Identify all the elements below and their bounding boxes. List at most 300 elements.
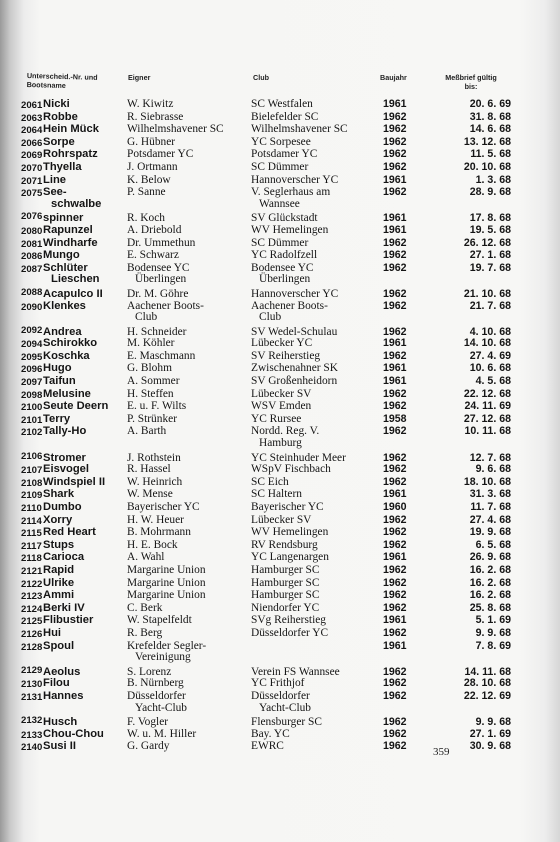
cell-certificate-date-text: 27. 1. 69 <box>469 727 511 740</box>
cell-owner <box>127 450 251 465</box>
cell-year-text: 1962 <box>383 299 407 312</box>
cell-club-text: Hannoverscher YC <box>251 287 339 300</box>
cell-club-text-line2: Wannsee <box>259 197 300 210</box>
cell-owner <box>127 250 251 263</box>
cell-boat-name-text: Red Heart <box>43 526 96 539</box>
cell-year-text: 1962 <box>383 740 407 753</box>
cell-club <box>251 450 383 465</box>
cell-number-text: 2118 <box>21 553 42 565</box>
cell-club-text: YC Steinhuder Meer <box>251 451 346 464</box>
cell-certificate-date-text: 10. 11. 68 <box>464 425 511 438</box>
cell-boat-name <box>43 401 127 414</box>
cell-boat-name <box>43 124 127 137</box>
cell-owner-text: J. Rothstein <box>127 451 181 464</box>
cell-number-text: 2124 <box>21 603 43 615</box>
cell-year <box>383 187 433 210</box>
cell-number <box>21 225 43 238</box>
cell-year <box>383 401 433 414</box>
cell-certificate-date <box>433 162 517 175</box>
cell-boat-name <box>43 464 127 477</box>
cell-year-text: 1962 <box>383 261 407 274</box>
cell-owner <box>127 210 251 225</box>
cell-owner <box>127 286 251 301</box>
cell-certificate-date-text: 9. 9. 68 <box>475 716 511 729</box>
cell-certificate-date <box>433 286 517 301</box>
cell-number-text: 2087 <box>21 263 43 275</box>
cell-boat-name <box>43 664 127 679</box>
cell-year-text: 1962 <box>383 451 407 464</box>
cell-boat-name-text: Eisvogel <box>43 463 90 476</box>
cell-boat-name-text: Schirokko <box>43 337 98 350</box>
cell-boat-name-text: Berki IV <box>43 601 85 614</box>
cell-owner-text-line2: Vereinigung <box>135 651 191 664</box>
cell-club <box>251 162 383 175</box>
cell-boat-name-text: Windharfe <box>43 236 98 249</box>
cell-owner-text: W. u. M. Hiller <box>127 727 197 740</box>
cell-club <box>251 502 383 515</box>
cell-certificate-date-text: 25. 8. 68 <box>469 601 511 614</box>
table-row <box>21 691 517 714</box>
cell-boat-name <box>43 565 127 578</box>
cell-club <box>251 565 383 578</box>
cell-club <box>251 527 383 540</box>
cell-certificate-date-text: 28. 10. 68 <box>463 677 511 690</box>
cell-club-text: SC Dümmer <box>251 160 309 173</box>
cell-owner-text: Dr. M. Göhre <box>127 287 189 300</box>
cell-certificate-date <box>433 324 517 339</box>
cell-year-text: 1962 <box>383 601 407 614</box>
cell-boat-name-text: Tally-Ho <box>43 425 87 438</box>
cell-number <box>21 376 43 389</box>
cell-certificate-date-text: 19. 5. 68 <box>469 223 511 236</box>
cell-number-text: 2094 <box>21 339 43 351</box>
cell-number <box>21 590 43 603</box>
cell-year-text: 1962 <box>383 287 407 300</box>
cell-certificate-date <box>433 565 517 578</box>
cell-club-text-line2: Überlingen <box>259 273 311 286</box>
cell-number-text: 2095 <box>21 351 43 363</box>
cell-club-text: YC Rursee <box>251 412 302 425</box>
cell-year-text: 1962 <box>383 400 407 413</box>
cell-certificate-date-text: 13. 12. 68 <box>463 135 511 148</box>
cell-certificate-date-text: 27. 4. 68 <box>469 513 511 526</box>
cell-owner <box>127 338 251 351</box>
cell-boat-name-text: Spoul <box>43 639 75 652</box>
cell-number <box>21 450 43 465</box>
cell-number <box>21 628 43 641</box>
cell-certificate-date-text: 30. 9. 68 <box>469 740 511 753</box>
cell-boat-name-text-line2: Lieschen <box>51 273 100 286</box>
cell-owner-text: Margarine Union <box>127 589 206 602</box>
cell-year-text: 1962 <box>383 576 407 589</box>
cell-number-text: 2081 <box>21 238 43 250</box>
cell-year <box>383 426 433 449</box>
cell-boat-name <box>43 426 127 449</box>
cell-number-text: 2092 <box>21 324 43 336</box>
cell-club <box>251 225 383 238</box>
cell-number-text: 2096 <box>21 364 43 376</box>
cell-owner <box>127 426 251 449</box>
cell-certificate-date-text: 1. 3. 68 <box>475 173 511 186</box>
cell-number <box>21 263 43 286</box>
cell-number-text: 2115 <box>21 528 42 540</box>
cell-owner-text: Düsseldorfer <box>127 689 186 702</box>
cell-number-text: 2106 <box>21 450 43 462</box>
cell-number-text: 2102 <box>21 427 43 439</box>
cell-number <box>21 338 43 351</box>
header-owner: Eigner <box>128 73 151 82</box>
cell-owner-text: Aachener Boots- <box>127 299 204 312</box>
cell-boat-name-text: Sorpe <box>43 135 75 148</box>
cell-year <box>383 338 433 351</box>
cell-owner <box>127 741 251 754</box>
cell-number-text: 2107 <box>21 465 43 477</box>
cell-year-text: 1962 <box>383 538 407 551</box>
cell-club-text: Wilhelmshavener SC <box>251 123 348 136</box>
cell-boat-name-text: See- <box>43 186 67 199</box>
cell-year <box>383 502 433 515</box>
cell-number-text: 2125 <box>21 616 43 628</box>
cell-year <box>383 324 433 339</box>
cell-certificate-date-text: 20. 6. 69 <box>469 98 511 110</box>
cell-club-text: Potsdamer YC <box>251 148 318 161</box>
cell-year-text: 1962 <box>383 665 407 678</box>
cell-number <box>21 578 43 591</box>
cell-certificate-date <box>433 124 517 137</box>
cell-certificate-date-text: 14. 6. 68 <box>469 123 511 136</box>
table-row <box>21 426 517 449</box>
cell-year <box>383 376 433 389</box>
cell-club <box>251 426 383 449</box>
cell-boat-name-text: Dumbo <box>43 501 82 513</box>
cell-owner-text: P. Sanne <box>127 186 166 199</box>
table-row <box>21 664 517 679</box>
cell-certificate-date-text: 22. 12. 68 <box>463 387 511 400</box>
table-row <box>21 502 517 515</box>
cell-owner <box>127 590 251 603</box>
cell-owner-text: W. Kiwitz <box>127 98 174 110</box>
table-row <box>21 590 517 603</box>
table-row <box>21 565 517 578</box>
cell-boat-name-text: Terry <box>43 412 71 425</box>
cell-owner <box>127 714 251 729</box>
cell-boat-name-text: Melusine <box>43 387 91 400</box>
cell-number <box>21 691 43 714</box>
cell-boat-name-text: Mungo <box>43 249 80 262</box>
cell-boat-name <box>43 338 127 351</box>
cell-owner <box>127 324 251 339</box>
cell-club <box>251 250 383 263</box>
cell-owner-text: K. Below <box>127 173 171 186</box>
cell-certificate-date <box>433 225 517 238</box>
cell-boat-name-text: Line <box>43 173 66 186</box>
table-row <box>21 263 517 286</box>
cell-owner <box>127 527 251 540</box>
cell-number-text: 2080 <box>21 225 43 237</box>
cell-certificate-date-text: 27. 1. 68 <box>469 249 511 262</box>
cell-club <box>251 641 383 664</box>
cell-number-text: 2131 <box>21 691 43 703</box>
cell-boat-name <box>43 187 127 210</box>
table-row <box>21 286 517 301</box>
cell-year <box>383 162 433 175</box>
cell-owner-text: R. Berg <box>127 626 163 639</box>
table-row <box>21 225 517 238</box>
cell-owner-text: Bayerischer YC <box>127 501 200 513</box>
cell-year-text: 1960 <box>383 501 407 513</box>
cell-year <box>383 691 433 714</box>
cell-number <box>21 714 43 729</box>
cell-owner-text: A. Wahl <box>127 551 165 564</box>
cell-owner-text: E. u. F. Wilts <box>127 400 187 413</box>
cell-year <box>383 263 433 286</box>
cell-boat-name-text: Seute Deern <box>43 400 109 413</box>
cell-boat-name <box>43 324 127 339</box>
cell-number <box>21 324 43 339</box>
cell-number <box>21 250 43 263</box>
cell-number <box>21 137 43 150</box>
cell-owner-text: G. Hübner <box>127 135 176 148</box>
cell-certificate-date-text: 22. 12. 69 <box>463 689 511 702</box>
cell-number <box>21 565 43 578</box>
cell-boat-name-text: Ulrike <box>43 576 75 589</box>
cell-boat-name <box>43 99 127 112</box>
cell-owner <box>127 187 251 210</box>
cell-owner-text: R. Hassel <box>127 463 171 476</box>
cell-club-text-line2: Hamburg <box>259 437 302 450</box>
cell-certificate-date <box>433 590 517 603</box>
cell-owner <box>127 502 251 515</box>
cell-number-text: 2130 <box>21 679 43 691</box>
cell-year-text: 1962 <box>383 425 407 438</box>
cell-club-text: SV Glückstadt <box>251 212 318 225</box>
cell-owner-text: W. Heinrich <box>127 475 183 488</box>
cell-certificate-date-text: 16. 2. 68 <box>469 576 511 589</box>
cell-certificate-date <box>433 376 517 389</box>
cell-boat-name <box>43 225 127 238</box>
cell-number <box>21 489 43 502</box>
table-row <box>21 527 517 540</box>
cell-club-text: Bodensee YC <box>251 261 314 274</box>
cell-owner-text: H. W. Heuer <box>127 513 184 526</box>
cell-number-text: 2071 <box>21 175 43 187</box>
cell-club-text: SC Haltern <box>251 488 302 501</box>
cell-number-text: 2108 <box>21 477 43 489</box>
cell-club-text: Bay. YC <box>251 727 290 740</box>
cell-club <box>251 124 383 137</box>
cell-year <box>383 250 433 263</box>
table-row <box>21 162 517 175</box>
cell-boat-name <box>43 502 127 515</box>
cell-certificate-date-text: 9. 9. 68 <box>475 626 511 639</box>
cell-year <box>383 590 433 603</box>
cell-year-text: 1962 <box>383 727 407 740</box>
cell-year-text: 1962 <box>383 563 407 576</box>
cell-club-text: Nordd. Reg. V. <box>251 425 320 438</box>
cell-certificate-date <box>433 691 517 714</box>
cell-number-text: 2063 <box>21 112 43 124</box>
cell-certificate-date-text: 18. 10. 68 <box>463 475 511 488</box>
cell-year <box>383 286 433 301</box>
cell-owner-text: J. Ortmann <box>127 160 178 173</box>
cell-year-text: 1962 <box>383 249 407 262</box>
cell-certificate-date-text: 26. 12. 68 <box>463 236 511 249</box>
cell-number <box>21 426 43 449</box>
cell-boat-name-text: Schlüter <box>43 261 88 274</box>
cell-number-text: 2064 <box>21 125 43 137</box>
cell-club-text: Lübecker YC <box>251 337 313 350</box>
cell-club-text: Hamburger SC <box>251 563 320 576</box>
cell-club <box>251 714 383 729</box>
cell-owner <box>127 124 251 137</box>
cell-boat-name-text: Andrea <box>43 325 82 338</box>
cell-boat-name-text: spinner <box>43 212 84 225</box>
cell-club-text: YC Radolfzell <box>251 249 318 262</box>
cell-boat-name-text: Hui <box>43 626 62 639</box>
cell-number-text: 2069 <box>21 150 43 162</box>
cell-owner-text: H. E. Bock <box>127 538 178 551</box>
cell-year-text: 1961 <box>383 488 407 501</box>
cell-boat-name <box>43 263 127 286</box>
cell-number-text: 2123 <box>21 591 43 603</box>
cell-owner-text: G. Gardy <box>127 740 170 753</box>
cell-certificate-date <box>433 338 517 351</box>
cell-year <box>383 628 433 641</box>
cell-number-text: 2133 <box>21 729 43 741</box>
table-row <box>21 301 517 324</box>
cell-club-text: Bielefelder SC <box>251 110 319 123</box>
cell-club-text: Niendorfer YC <box>251 601 320 614</box>
cell-number <box>21 162 43 175</box>
cell-club <box>251 691 383 714</box>
cell-owner-text: Potsdamer YC <box>127 148 194 161</box>
cell-owner-text: B. Mohrmann <box>127 526 191 539</box>
cell-number-text: 2109 <box>21 490 43 502</box>
cell-year-text: 1958 <box>383 412 407 425</box>
cell-boat-name <box>43 210 127 225</box>
cell-club-text: WV Hemelingen <box>251 223 329 236</box>
cell-owner <box>127 376 251 389</box>
cell-number <box>21 515 43 528</box>
cell-number-text: 2070 <box>21 162 43 174</box>
cell-club-text: SVg Reiherstieg <box>251 614 326 627</box>
cell-year-text: 1961 <box>383 375 407 388</box>
cell-club <box>251 286 383 301</box>
cell-owner-text-line2: Yacht-Club <box>135 701 188 714</box>
cell-owner-text: M. Köhler <box>127 337 175 350</box>
cell-number-text: 2132 <box>21 715 43 727</box>
cell-owner-text: Margarine Union <box>127 576 206 589</box>
cell-club-text: Düsseldorfer YC <box>251 626 329 639</box>
cell-year-text: 1962 <box>383 626 407 639</box>
cell-year <box>383 641 433 664</box>
cell-number <box>21 351 43 364</box>
cell-boat-name <box>43 590 127 603</box>
cell-owner <box>127 225 251 238</box>
cell-year-text: 1962 <box>383 349 407 362</box>
cell-number <box>21 238 43 251</box>
cell-boat-name-text: Robbe <box>43 110 78 123</box>
cell-year <box>383 664 433 679</box>
cell-number <box>21 401 43 414</box>
cell-year <box>383 301 433 324</box>
cell-boat-name <box>43 527 127 540</box>
cell-year-text: 1962 <box>383 186 407 199</box>
cell-certificate-date-text: 11. 5. 68 <box>470 148 511 161</box>
cell-year-text: 1962 <box>383 526 407 539</box>
cell-number <box>21 603 43 616</box>
cell-year-text: 1961 <box>383 223 407 236</box>
cell-year-text: 1961 <box>383 98 407 110</box>
cell-club <box>251 664 383 679</box>
cell-club-text: SC Westfalen <box>251 98 313 110</box>
cell-boat-name-text: Hannes <box>43 689 84 702</box>
cell-number-text: 2098 <box>21 389 43 401</box>
cell-club <box>251 628 383 641</box>
cell-year-text: 1961 <box>383 212 407 225</box>
cell-certificate-date-text: 16. 2. 68 <box>469 589 511 602</box>
cell-boat-name-text: Ammi <box>43 589 75 602</box>
cell-number-text: 2090 <box>21 301 43 313</box>
cell-owner-text: S. Lorenz <box>127 665 172 678</box>
cell-owner-text: W. Mense <box>127 488 173 501</box>
cell-year-text: 1961 <box>383 362 407 375</box>
cell-owner-text: H. Steffen <box>127 387 174 400</box>
cell-boat-name-text-line2: schwalbe <box>51 197 102 210</box>
cell-club-text: Lübecker SV <box>251 387 312 400</box>
cell-club-text: Aachener Boots- <box>251 299 328 312</box>
cell-club <box>251 464 383 477</box>
cell-year <box>383 450 433 465</box>
cell-club-text: SV Wedel-Schulau <box>251 325 338 338</box>
cell-number <box>21 527 43 540</box>
cell-owner-text: Dr. Ummethun <box>127 236 196 249</box>
cell-owner-text: B. Nürnberg <box>127 677 184 690</box>
cell-club-text: Bayerischer YC <box>251 501 324 513</box>
table-row <box>21 628 517 641</box>
cell-certificate-date-text: 31. 3. 68 <box>469 488 511 501</box>
page-number: 359 <box>433 746 450 758</box>
cell-number <box>21 552 43 565</box>
cell-boat-name-text: Rohrspatz <box>43 148 98 161</box>
cell-club-text: WV Hemelingen <box>251 526 329 539</box>
table-row <box>21 210 517 225</box>
cell-boat-name-text: Hugo <box>43 362 72 375</box>
cell-boat-name-text: Carioca <box>43 551 85 564</box>
cell-owner-text: Margarine Union <box>127 563 206 576</box>
cell-boat-name <box>43 450 127 465</box>
cell-certificate-date-text: 31. 8. 68 <box>469 110 511 123</box>
cell-number-text: 2097 <box>21 377 43 389</box>
cell-certificate-date-text: 28. 9. 68 <box>469 186 511 199</box>
cell-club-text-line2: Club <box>259 311 282 324</box>
cell-boat-name <box>43 162 127 175</box>
cell-certificate-date <box>433 426 517 449</box>
cell-number-text: 2076 <box>21 211 43 223</box>
boat-table-body <box>21 99 517 754</box>
cell-club-text: EWRC <box>251 740 284 753</box>
cell-year-text: 1962 <box>383 148 407 161</box>
cell-club-text: Düsseldorfer <box>251 689 310 702</box>
cell-certificate-date-text: 14. 10. 68 <box>463 337 511 350</box>
cell-boat-name-text: Taifun <box>43 375 76 388</box>
cell-year-text: 1962 <box>383 135 407 148</box>
cell-owner <box>127 99 251 112</box>
cell-number <box>21 112 43 125</box>
table-row <box>21 99 517 112</box>
cell-certificate-date-text: 19. 7. 68 <box>469 261 511 274</box>
cell-year <box>383 210 433 225</box>
